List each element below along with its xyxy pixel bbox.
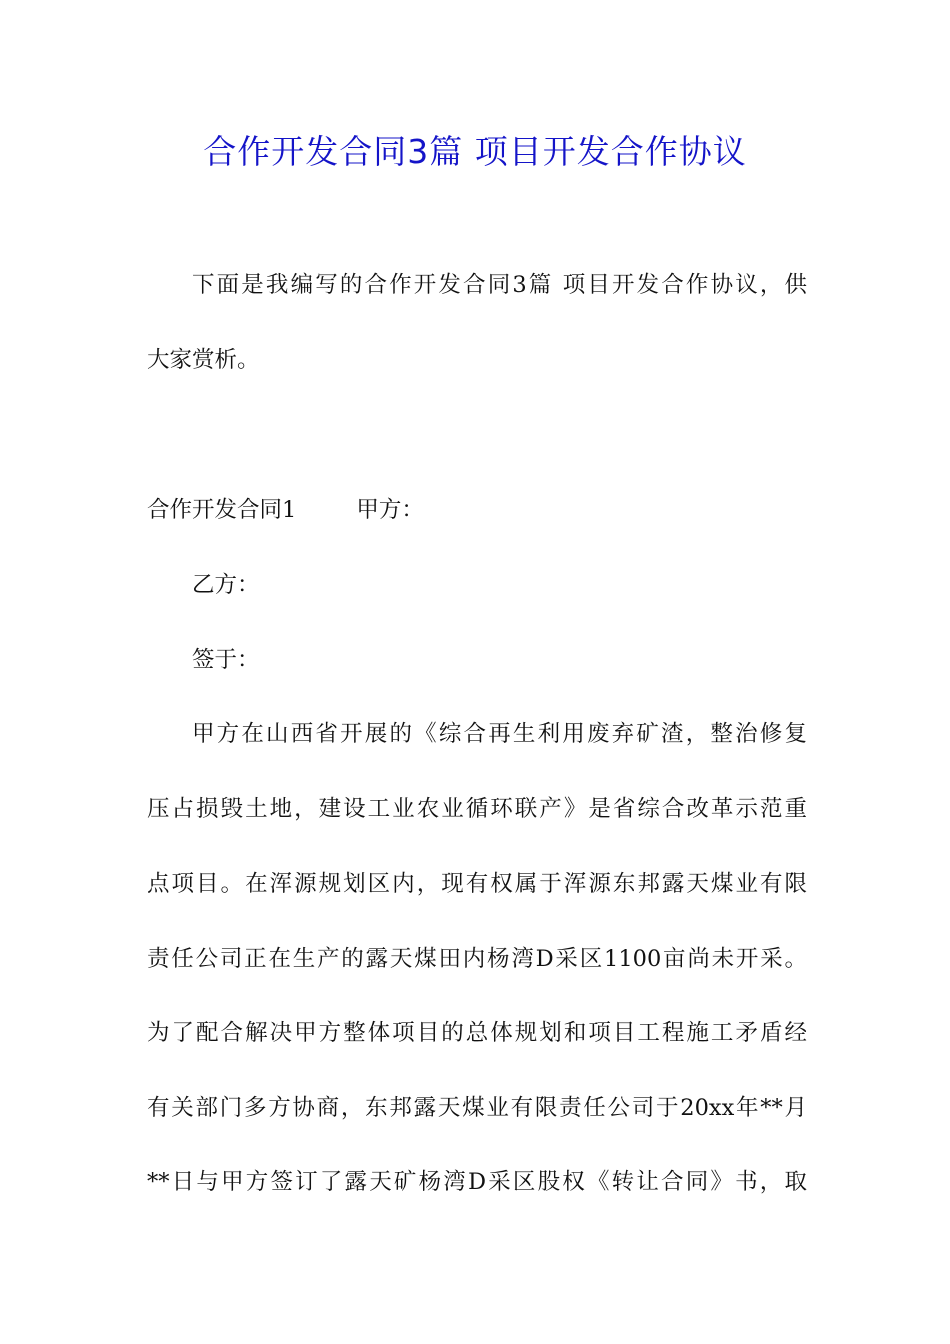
- party-a-label: 甲方：: [356, 497, 424, 523]
- intro-line-1: 下面是我编写的合作开发合同3篇 项目开发合作协议，供: [192, 272, 807, 298]
- party-b-label: 乙方：: [192, 572, 260, 598]
- intro-line-2: 大家赏析。: [147, 347, 260, 373]
- body-line-6: 有关部门多方协商，东邦露天煤业有限责任公司于20xx年**月: [147, 1095, 807, 1121]
- whereas-label: 签于：: [192, 647, 260, 673]
- document-title: 合作开发合同3篇 项目开发合作协议: [203, 132, 747, 171]
- body-line-4: 责任公司正在生产的露天煤田内杨湾D采区1100亩尚未开采。: [147, 946, 807, 972]
- body-line-1: 甲方在山西省开展的《综合再生利用废弃矿渣，整治修复: [192, 721, 807, 747]
- contract-heading-line: [147, 490, 807, 530]
- body-line-7: **日与甲方签订了露天矿杨湾D采区股权《转让合同》书，取: [147, 1169, 807, 1195]
- body-line-2: 压占损毁土地，建设工业农业循环联产》是省综合改革示范重: [147, 796, 807, 822]
- body-line-3: 点项目。在浑源规划区内，现有权属于浑源东邦露天煤业有限: [147, 871, 807, 897]
- body-line-5: 为了配合解决甲方整体项目的总体规划和项目工程施工矛盾经: [147, 1020, 807, 1046]
- contract-heading: 合作开发合同1: [147, 497, 297, 523]
